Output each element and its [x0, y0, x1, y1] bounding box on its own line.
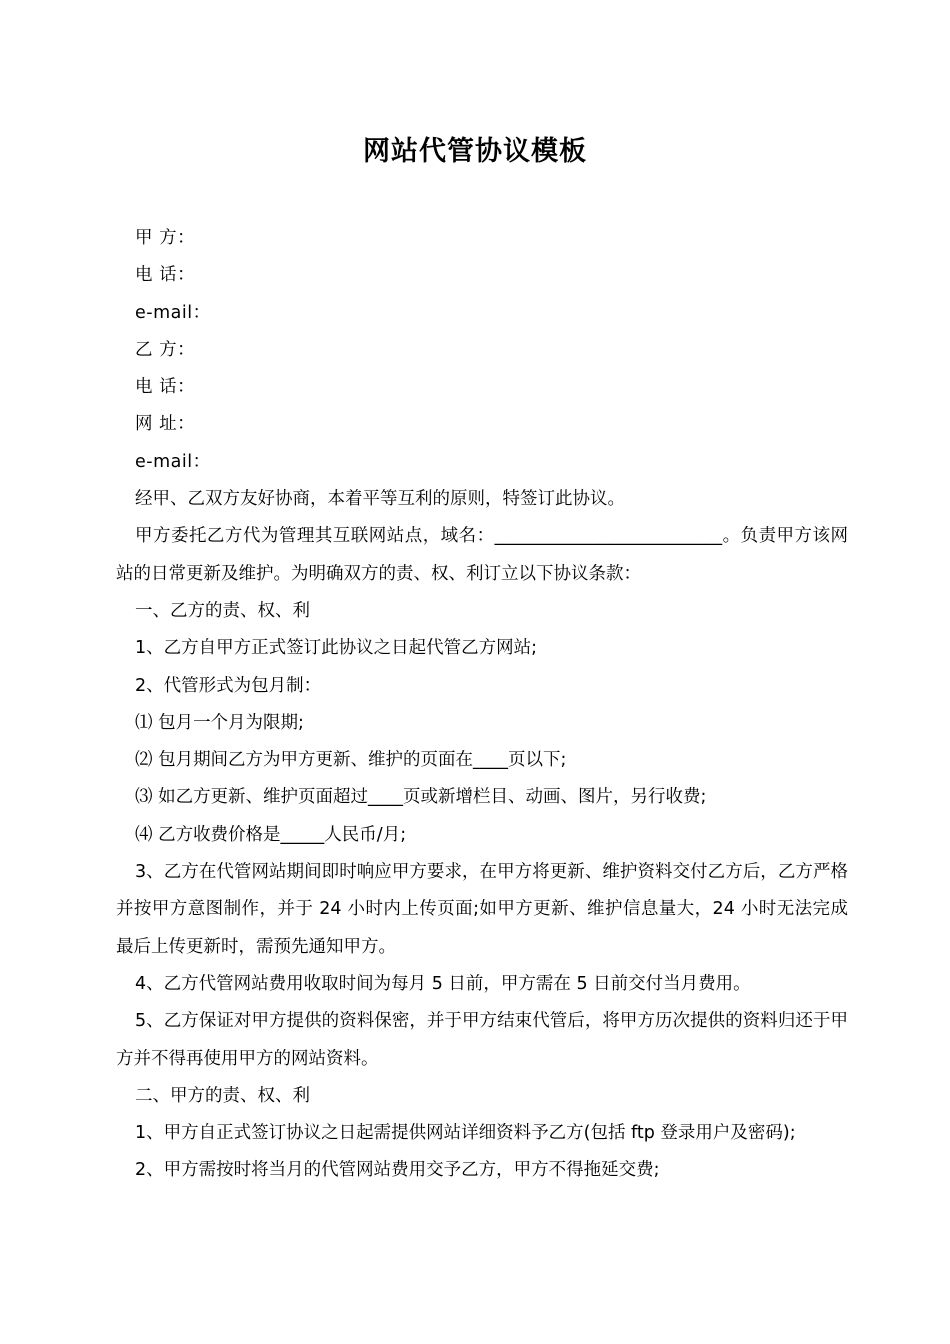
sub-clause-2: ⑵ 包月期间乙方为甲方更新、维护的页面在____页以下;	[135, 750, 567, 771]
sub-clause-3: ⑶ 如乙方更新、维护页面超过____页或新增栏目、动画、图片，另行收费;	[135, 787, 707, 808]
sub-clause-1: ⑴ 包月一个月为限期;	[135, 712, 304, 733]
clause-b-3: 3、乙方在代管网站期间即时响应甲方要求，在甲方将更新、维护资料交付乙方后，乙方严格并按甲方意图制作，并于 24 小时内上传页面;如甲方更新、维护信息量大，24 小时无法完成最后上传更新时，需预先通知甲方。	[116, 862, 848, 957]
party-b-field: 乙 方：	[135, 339, 196, 360]
clause-b-4: 4、乙方代管网站费用收取时间为每月 5 日前，甲方需在 5 日前交付当月费用。	[135, 973, 751, 994]
intro-paragraph: 经甲、乙双方友好协商，本着平等互利的原则，特签订此协议。	[135, 489, 625, 510]
document-body	[116, 220, 848, 1190]
sub-clause-4: ⑷ 乙方收费价格是_____人民币/月;	[135, 824, 407, 845]
clause-b-1: 1、乙方自甲方正式签订此协议之日起代管乙方网站;	[135, 638, 538, 659]
page-title: 网站代管协议模板	[363, 136, 587, 167]
clause-b-2: 2、代管形式为包月制：	[135, 675, 322, 696]
party-b-email-field: e-mail：	[135, 451, 211, 472]
party-a-phone-field: 电 话：	[135, 265, 196, 286]
delegation-paragraph: 甲方委托乙方代为管理其互联网站点，域名：__________________________。负责甲方该网站的日常更新及维护。为明确双方的责、权、利订立以下协议条款：	[116, 526, 848, 584]
section-heading-party-b: 一、乙方的责、权、利	[135, 600, 310, 621]
party-b-phone-field: 电 话：	[135, 377, 196, 398]
clause-b-5: 5、乙方保证对甲方提供的资料保密，并于甲方结束代管后，将甲方历次提供的资料归还于甲方并不得再使用甲方的网站资料。	[116, 1011, 848, 1069]
clause-a-2: 2、甲方需按时将当月的代管网站费用交予乙方，甲方不得拖延交费;	[135, 1160, 660, 1181]
party-b-website-field: 网 址：	[135, 414, 196, 435]
party-a-field: 甲 方：	[135, 228, 196, 248]
party-a-email-field: e-mail：	[135, 302, 211, 323]
section-heading-party-a: 二、甲方的责、权、利	[135, 1085, 310, 1106]
clause-a-1: 1、甲方自正式签订协议之日起需提供网站详细资料予乙方(包括 ftp 登录用户及密码);	[135, 1123, 796, 1144]
